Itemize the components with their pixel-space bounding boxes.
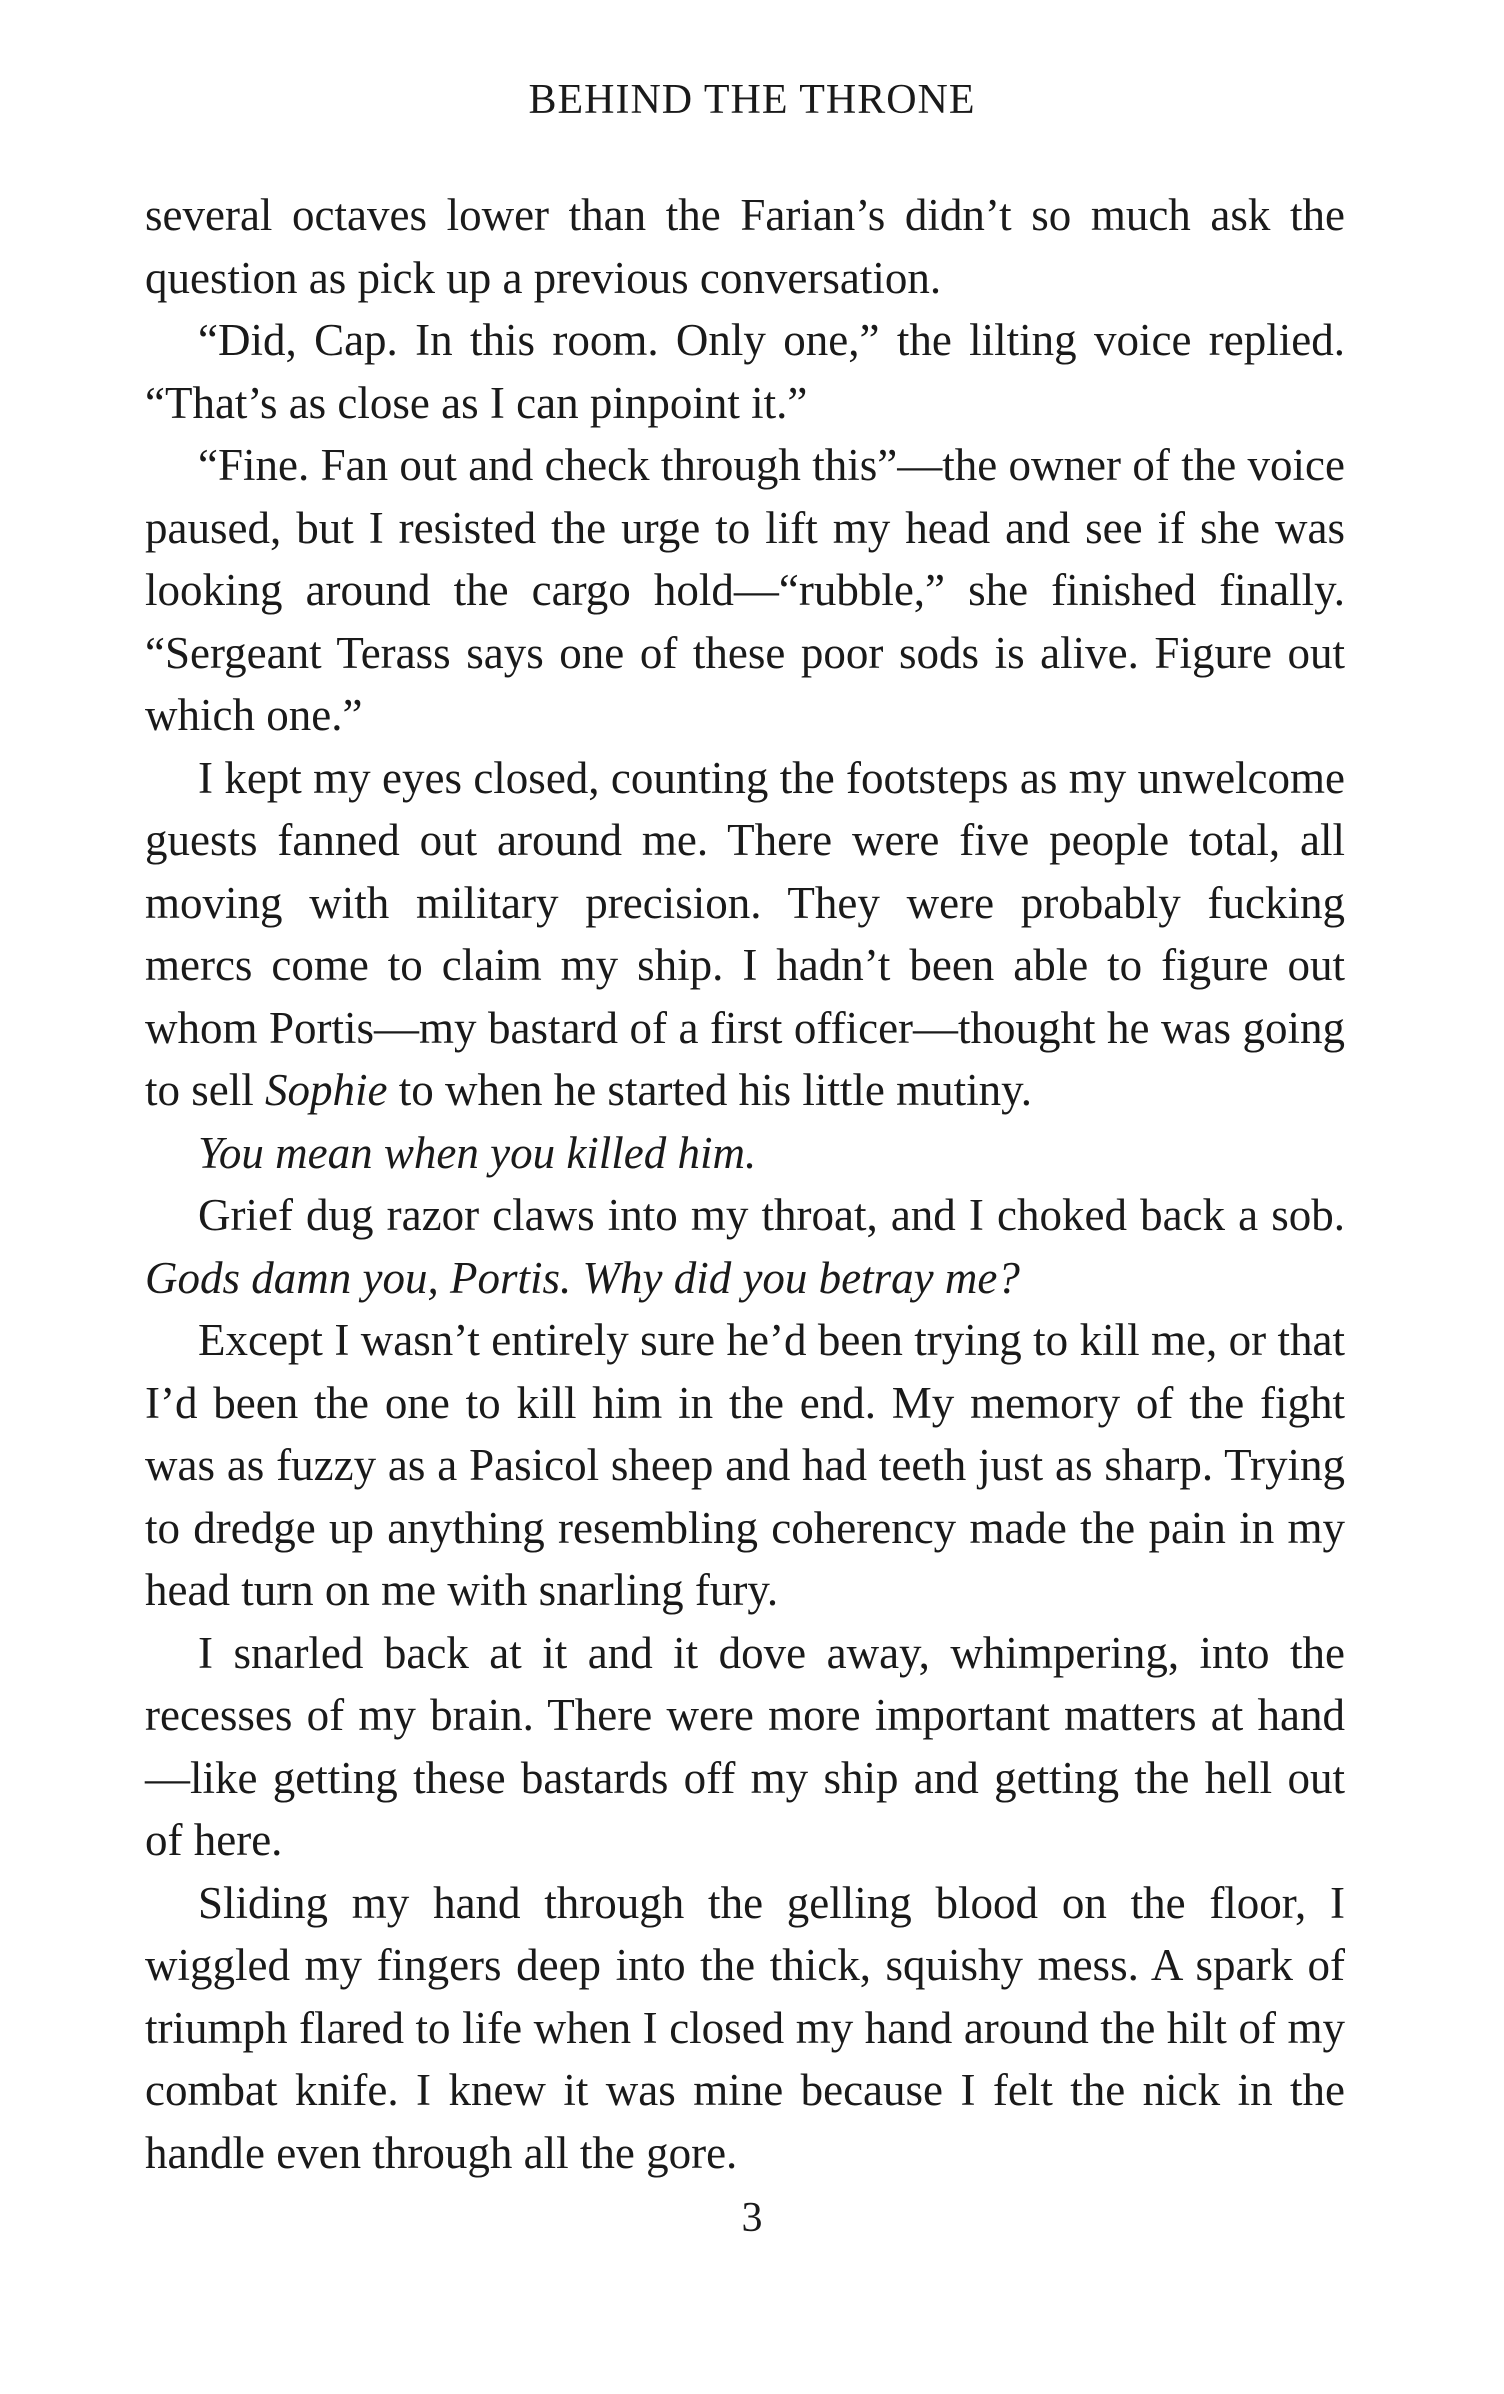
paragraph-3: “Fine. Fan out and check through this”—the owner of the voice paused, but I resisted the urge to lift my head and see if she was looking around the cargo hold—“rubble,” she finished finally. “Sergeant Terass says one of these poor sods is alive. Figure out which one.” <box>145 440 1345 740</box>
ship-name-italic: Sophie <box>265 1065 388 1115</box>
paragraph-5 <box>145 1122 1345 1185</box>
paragraph-7: Except I wasn’t entirely sure he’d been trying to kill me, or that I’d been the one to kill him in the end. My memory of the fight was as fuzzy as a Pasicol sheep and had teeth just as sharp. Trying to dredge up anything resembling coherency made the pain in my head turn on me with snarling fury. <box>145 1315 1345 1615</box>
paragraph-4-text-a: I kept my eyes closed, counting the footsteps as my unwelcome guests fanned out around me. There were five people total, all moving with military precision. They were probably fucking mercs come to claim my ship. I hadn’t been able to figure out whom Portis—my bastard of a first officer—thought he was going to sell <box>145 752 1345 1115</box>
paragraph-6 <box>145 1184 1345 1309</box>
paragraph-1: several octaves lower than the Farian’s didn’t so much ask the question as pick up a previous conversation. <box>145 190 1345 303</box>
paragraph-9: Sliding my hand through the gelling blood on the floor, I wiggled my fingers deep into the thick, squishy mess. A spark of triumph flared to life when I closed my hand around the hilt of my combat knife. I knew it was mine because I felt the nick in the handle even through all the gore. <box>145 1877 1345 2178</box>
body-text <box>145 184 1345 2184</box>
inner-thought-italic: You mean when you killed him. <box>198 1127 757 1178</box>
paragraph-6-text: Grief dug razor claws into my throat, and I choked back a sob. <box>198 1190 1345 1240</box>
paragraph-8: I snarled back at it and it dove away, whimpering, into the recesses of my brain. There were more important matters at hand—like getting these bastards off my ship and getting the hell out of here. <box>145 1627 1345 1865</box>
running-head: BEHIND THE THRONE <box>528 77 976 123</box>
page-number: 3 <box>741 2195 763 2241</box>
paragraph-2: “Did, Cap. In this room. Only one,” the lilting voice replied. “That’s as close as I can pinpoint it.” <box>145 315 1345 428</box>
paragraph-4-text-b: to when he started his little mutiny. <box>387 1065 1032 1115</box>
paragraph-4 <box>145 747 1345 1122</box>
inner-thought-italic-2: Gods damn you, Portis. Why did you betray me? <box>145 1252 1020 1303</box>
